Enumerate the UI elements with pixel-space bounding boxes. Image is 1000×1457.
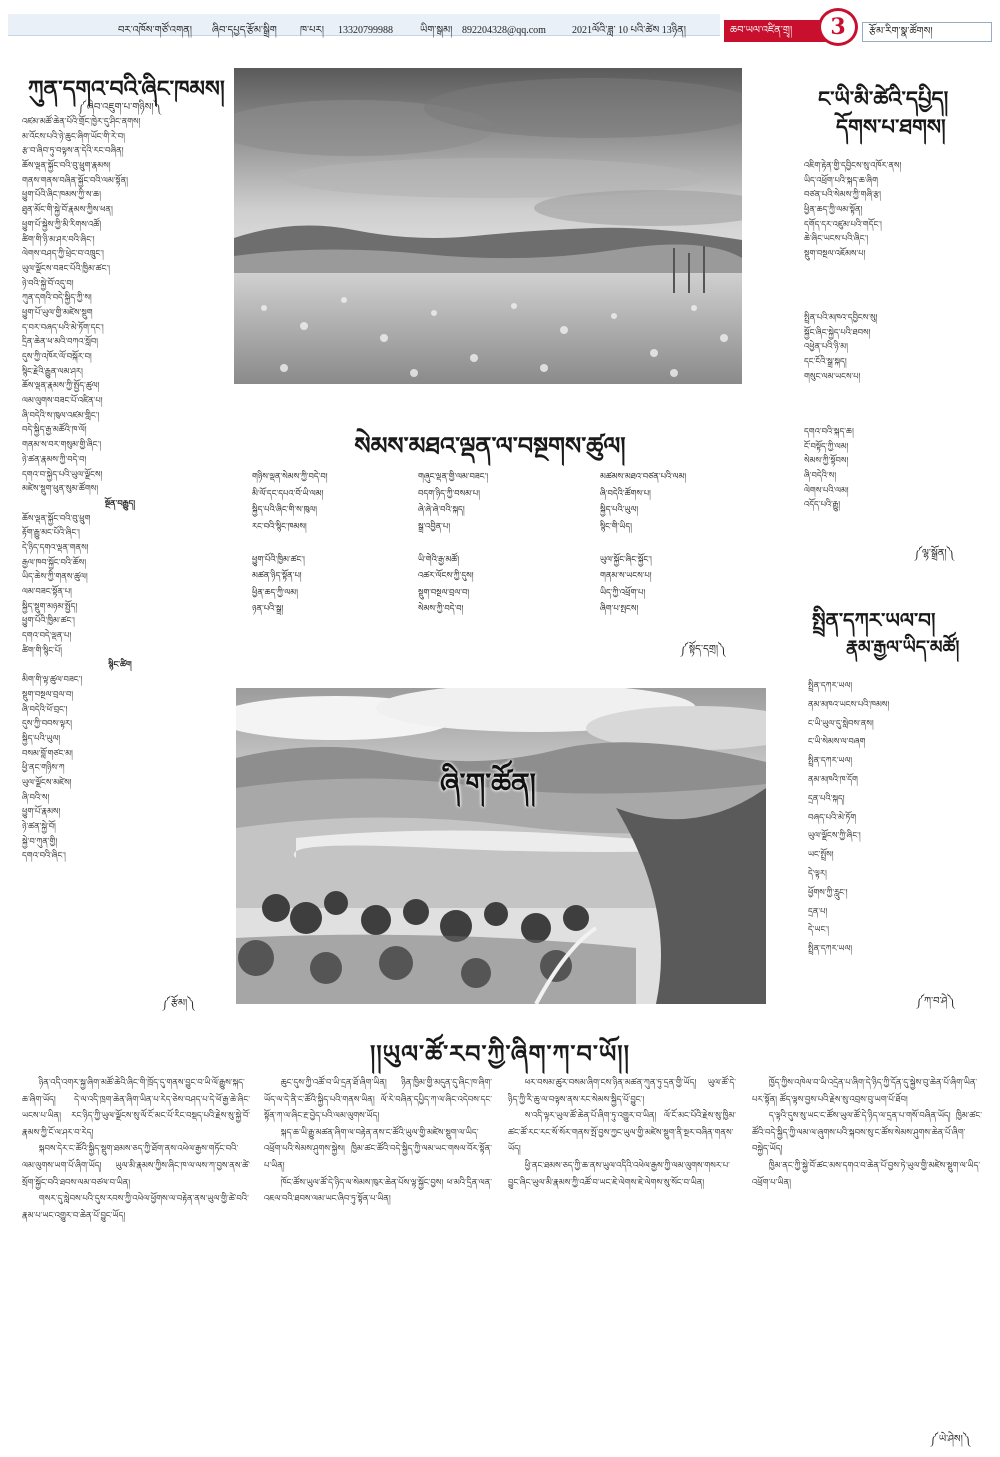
verse-line: དྲན་པའི་སྐད། <box>808 792 845 803</box>
verse-line: ལམ་ལུགས་བཟང་པོ་འཛིན་པ། <box>22 395 103 406</box>
verse-line: དེ་ཡང་། <box>808 924 829 935</box>
verse-line: ཕྱུག་པོའི་ཞིང་ཁམས་ཀྱི་ས་ཆ། <box>22 189 101 200</box>
verse-line: དྲིན་ཆེན་ཕ་མའི་བཀའ་སློབ། <box>22 336 99 347</box>
verse-line: ནམ་མཁའ་ཡངས་པའི་ཁམས། <box>808 698 890 709</box>
essay-signature: ༼ཡེ་ཤེས།༽ <box>930 1434 970 1445</box>
verse-line: ཡིད་ཀྱི་འཕྲོག་པ། <box>600 586 646 597</box>
middle-poem-col-3 <box>600 468 760 638</box>
verse-line: ཉེ་ཚན་རྣམས་ཀྱི་བདེ་བ། <box>22 453 87 464</box>
verse-line: གནས་གནས་བཞིན་སྐྱོང་བའི་ལམ་སྟོན། <box>22 174 128 185</box>
right-poem1-signature: ༼ལྷ་སྒྲོན།༽ <box>914 548 954 559</box>
photo-rapeseed-field <box>234 68 742 384</box>
verse-line: དང་ངོའི་སྒྲ་སྐད། <box>804 356 847 367</box>
essay-paragraph: ཕར་བསམ་ཚུར་བསམ་ཞིག་ངས་ཉིན་མཚན་ཀུན་ཏུ་དྲན་གྱི་ཡོད། ཡུལ་ཚོ་དེ་ཉིད་ཀྱི་རི་ཆུ་ལ་བལྟས་ནས་རང་སེམས་སྐྱིད་པོ་བྱུང་། <box>508 1077 736 1104</box>
essay-paragraph: ཁྱིམ་ནང་ཀྱི་སྐྱེ་བོ་ཚང་མས་དགའ་བ་ཆེན་པོ་བྱས་ཏེ་ཡུལ་གྱི་མཛེས་སྡུག་ལ་ཡིད་འཕྲོག་པ་ཡིན། <box>752 1159 981 1187</box>
verse-line: ནམ་མཁའི་ཁ་དོག <box>808 773 858 784</box>
verse-line: སེམས་ཀྱི་བདེ་བ། <box>418 603 464 613</box>
verse-line: གཞུང་ལྡན་གྱི་ལམ་བཟང་། <box>418 471 489 481</box>
verse-line <box>418 534 578 551</box>
essay-paragraph: ཆུང་དུས་ཀྱི་འཚོ་བ་ཡི་དྲན་ཐོ་ཞིག་ཡིན། ཉིན་ཁྱིམ་གྱི་མདུན་དུ་ཞིང་ཁ་ཞིག་ཡོད་ལ་དེ་ནི་ང་ཚོའི་སྐྱིད་པའི་གནས་ཡིན། ལོ་རེ་བཞིན་དཔྱིད་ཀ་ལ་ཞིང་འདེབས་དང་སྟོན་ཀ་ལ་ཞིང་རྔ་བྱེད་པའི་ལམ་ལུགས་ཡོད། <box>264 1077 492 1121</box>
verse-line: ཕྱིན་ཆད་ཀྱི་ལམ་སྟོན། <box>804 204 863 215</box>
verse-line: ཞི་བདེའི་ས་ཁུལ་འཛམ་གླིང་། <box>22 409 100 420</box>
verse-line: ཐུན་མོང་གི་སྐྱེ་བོ་རྣམས་ཀྱིས་ཕན། <box>22 204 113 215</box>
verse-line: འཕྱེན་པའི་ཉི་མ། <box>804 341 848 352</box>
middle-poem-title: སེམས་མཐའ་ལྡན་ལ་བསྔགས་ཚུལ། <box>354 431 626 460</box>
verse-line: སྒྲ་འབྱིན་པ། <box>418 520 451 531</box>
verse-line: ཕྱོགས་ཀྱི་རླུང་། <box>808 886 848 897</box>
verse-line: བསམ་བློ་གཙང་མ། <box>22 747 73 758</box>
verse-line: ཉེ་ཚན་སྐྱེ་བོ། <box>22 821 56 831</box>
verse-line <box>252 534 412 551</box>
verse-line: གསུང་ལམ་ཡངས་པ། <box>804 370 861 381</box>
verse-line: ལམ་བཟང་སྟོན་པ། <box>22 586 72 596</box>
verse-line: འཚར་ལོངས་ཀྱི་དུས། <box>418 570 474 580</box>
page-number-badge: 3 <box>818 8 858 46</box>
verse-line: ཀུན་དགའི་བདེ་སྐྱིད་ཀྱི་ས། <box>22 292 92 303</box>
verse-line: སྡུག་བསྔལ་འཇོམས་པ། <box>804 248 866 259</box>
verse-line: ཡུལ་ལྗོངས་བཟང་པོའི་ཁྱིམ་ཚང་། <box>22 262 110 273</box>
issue-date: 2021ལོའི་ཟླ་ 10 པའི་ཚེས 13ཉིན། <box>572 25 686 36</box>
verse-line: སྙིང་རྗེའི་རྒྱུན་ལམ་ཤར། <box>22 365 83 376</box>
verse-line: ཡིད་ཆེས་ཀྱི་གནས་ཚུལ། <box>22 571 88 582</box>
photo-valley-landscape <box>236 688 766 1004</box>
verse-line: ཞེ་ཞེ་ཞེ་བའི་སྐད། <box>418 504 465 514</box>
verse-line: འཛམ་མཚོ་ཆེན་པོའི་གྲོང་ཁྱེར་དུ་ཤིང་ནགས། <box>22 116 141 126</box>
verse-line: འཇིག་རྟེན་གྱི་དབྱིངས་སུ་འཁོར་ནས། <box>804 160 902 170</box>
verse-line: མཚམས་མཐའ་བཙན་པའི་ལམ། <box>600 471 687 481</box>
verse-line: སྐྱེ་བ་ཀུན་གྱི། <box>22 835 58 846</box>
phone-number: 13320799988 <box>338 25 393 36</box>
verse-line: སྐྱིད་པའི་ཡུལ། <box>22 732 61 743</box>
verse-line: ངོ་བསྟོད་ཀྱི་ལམ། <box>804 440 849 451</box>
phone-label: ཁ་པར། <box>300 25 324 36</box>
proofread-label: ཞིབ་དཔྱད་རྩོམ་སྒྲིག <box>212 25 277 36</box>
verse-line: ཡི་གེའི་རྒྱ་མཚོ། <box>418 553 460 564</box>
verse-line: དུས་ཀྱི་བབས་ལྟར། <box>22 718 72 729</box>
essay-paragraph: ཉིན་འདི་འགར་སྐྱ་ཞིག་མཚོ་ཆེའི་ཞིང་གི་ཁྲོད་དུ་གནས་བྱུང་བ་ཡི་ལོ་རྒྱུས་སྐད་ཆ་ཞིག་ཡོད། དེ་ལ་འདི་ཁྲག་ཆེན་ཞིག་ཡིན་པ་རེད་ཅེས་བཤད་པ་དེ་ཕོ་རྒྱ་ཆེ་ཞིང་ཡངས་པ་ཡིན། རང་ཉིད་ཀྱི་ཡུལ་ལྗོངས་སུ་ལོ་ངོ་མང་པོ་རིང་བསྡད་པའི་རྗེས་སུ་སྐྱེ་བོ་རྣམས་ཀྱི་ངོ་ལ་ཤར་བ་རེད། <box>22 1077 250 1137</box>
verse-line: ལེགས་པའི་ལམ། <box>804 484 849 495</box>
verse-subheading: སྙིང་ཚིག <box>108 659 132 670</box>
page-header <box>0 0 1000 44</box>
verse-line: ཚིག་གི་སྙིང་པོ། <box>22 644 62 655</box>
verse-line: ཕྱུག་པོའི་ཁྱིམ་ཚང་། <box>252 553 305 564</box>
verse-line: སྐྱིད་པའི་ཡུལ། <box>600 504 639 514</box>
right-poem1-stanza-2 <box>804 310 994 390</box>
middle-poem-col-1 <box>252 468 412 638</box>
right-poem1-title-1: ང་ཡི་མི་ཚེའི་དཔྱིད། <box>818 86 949 111</box>
essay-paragraph: ཕྱི་ནང་ཐམས་ཅད་ཀྱི་ཆ་ནས་ཡུལ་འདིའི་འཕེལ་རྒྱས་ཀྱི་ལམ་ལུགས་གསར་པ་བྱུང་ཞིང་ཡུལ་མི་རྣམས་ཀྱི་འཚོ་བ་ཡང་ཇེ་ལེགས་ཇེ་ལེགས་སུ་སོང་བ་ཡིན། <box>508 1159 730 1187</box>
verse-line: ཞིག་པ་སྤངས། <box>600 603 639 613</box>
section-banner-red: ཆབ་ཡལ་འཛིན་གྲྭ། <box>724 20 836 42</box>
verse-line: ང་ཡི་སེམས་ལ་བཞག <box>808 736 866 747</box>
verse-line: ང་ཡི་ཡུལ་དུ་སླེབས་ནས། <box>808 717 874 728</box>
photo-overlay-title: ཞི་ག་ཚོན། <box>440 767 536 800</box>
verse-line: ཕྱུག་པོ་རྣམས། <box>22 806 61 817</box>
verse-line: གནམ་ས་བར་གསུམ་གྱི་ཞིང་། <box>22 439 102 450</box>
verse-line: སྡུག་བསྔལ་བྲལ་བ། <box>22 688 74 699</box>
verse-line: མི་ལོ་དང་དཔའ་བོ་ཡི་ལམ། <box>252 487 324 498</box>
verse-line: དེ་ཉིད་དགའ་ལྡན་གནས། <box>22 541 89 552</box>
essay-paragraph: སྐད་ཆ་ཡི་རྒྱུ་མཚན་ཞིག་ལ་བརྟེན་ནས་ང་ཚོའི་ཡུལ་གྱི་མཛེས་སྡུག་ལ་ཡིད་འཕྲོག་པའི་སེམས་ཤུགས་སྐྱེས། ཁྱིམ་ཚང་ཚོའི་བདེ་སྐྱིད་ཀྱི་ལམ་ཡང་གསལ་བོར་སྟོན་པ་ཡིན། <box>264 1126 492 1170</box>
verse-line: ཚིག་གི་ཉི་མ་ཤར་བའི་ཞིང་། <box>22 233 95 244</box>
verse-line: བདག་ཉིད་ཀྱི་བསམ་པ། <box>418 487 480 498</box>
verse-line: ཞི་བདེའི་ཕོ་བྲང་། <box>22 703 68 714</box>
essay-paragraph: སྐབས་དེར་ང་ཚོའི་སྐྱིད་སྡུག་ཐམས་ཅད་ཀྱི་ཐོག་ནས་འཕེལ་རྒྱས་གཏོང་བའི་ལམ་ལུགས་ཡག་པོ་ཞིག་ཡོད། ཡུལ་མི་རྣམས་ཀྱིས་ཞིང་ཁ་ལ་ལས་ཀ་བྱས་ནས་ཚེ་སྲོག་སྐྱོང་བའི་ཐབས་ལམ་བཙལ་བ་ཡིན། <box>22 1143 250 1187</box>
verse-line: སྤྲིན་དཀར་ཡལ། <box>808 680 853 690</box>
right-poem2-title-1: སྤྲིན་དཀར་ཡལ་བ། <box>812 608 936 632</box>
verse-line: ཡུལ་སྐྱོང་ཞིང་སྐྱོང་། <box>600 553 652 564</box>
verse-line: ཉེ་བའི་སྐྱེ་བོ་འདུ་བ། <box>22 277 74 288</box>
verse-line: སྐྱོང་ཞིང་སྐྱེད་པའི་ཐབས། <box>804 326 871 337</box>
verse-line: རང་བའི་སྙིང་ཁམས། <box>252 520 307 531</box>
verse-line: རྟོག་རྒྱུ་མང་པོའི་ཞིང་། <box>22 527 80 538</box>
verse-line: སྙིང་གི་ཡིད། <box>600 520 632 531</box>
verse-line: ཆེ་ཞིང་ཡངས་པའི་ཞིང་། <box>804 233 869 244</box>
verse-line: ཡིད་འཕྲོག་པའི་སྐད་ཆ་ཞིག <box>804 174 878 185</box>
left-poem-title: ཀུན་དགའ་བའི་ཞིང་ཁམས། <box>28 76 225 102</box>
verse-line: ཆོས་ལྡན་རྣམས་ཀྱི་སྤྱོད་ཚུལ། <box>22 380 100 391</box>
verse-line: ཞི་བའི་ས། <box>22 791 50 802</box>
essay-paragraph: ས་འདི་ལྟར་ཡུལ་ཚོ་ཆེན་པོ་ཞིག་ཏུ་འགྱུར་བ་ཡིན། ལོ་ངོ་མང་པོའི་རྗེས་སུ་ཁྱིམ་ཚང་ཚོ་རང་རང་སོ་སོར་གནས་སྤོ་བྱས་ཀྱང་ཡུལ་གྱི་མཛེས་སྡུག་ནི་སྔར་བཞིན་གནས་ཡོད། <box>508 1110 736 1154</box>
verse-line: སྤྲིན་པའི་མཁའ་དབྱིངས་སུ། <box>804 312 878 322</box>
verse-line: ཆོས་ལྡན་སྐྱོང་བའི་བུ་ཕྲུག་རྣམས། <box>22 160 111 171</box>
verse-line: མཚན་ཉིད་སྟོན་པ། <box>252 570 302 580</box>
right-poem2-title-2: རྣམ་རྒྱལ་ཡིད་མཚོ། <box>846 637 960 658</box>
verse-line: སྐྱིད་སྡུག་མཉམ་སྤྱོད། <box>22 600 78 611</box>
verse-line: སེམས་ཀྱི་སྟོབས། <box>804 455 849 466</box>
verse-line: ཕྱུག་པོ་ཡུལ་གྱི་མཛེས་སྡུག <box>22 306 93 317</box>
verse-line: ཕྱི་ནང་གཉིས་ཀ <box>22 762 65 773</box>
middle-poem-col-2 <box>418 468 578 638</box>
verse-line: དེ་ལྟར། <box>808 867 827 878</box>
verse-line: རྒྱལ་ཁབ་སྐྱོང་བའི་ཆོས། <box>22 556 87 567</box>
verse-line: དགའ་བདེ་ལྡན་པ། <box>22 630 72 641</box>
verse-line: མ་འོངས་པའི་ཉེ་ཆུང་ཞིག་ཡོང་གི་རེ་བ། <box>22 130 125 141</box>
left-poem-signature: ༼རྩོམ།༽ <box>162 998 195 1009</box>
verse-line: ལེགས་བཤད་ཀྱི་ཕྲེང་བ་འཁྲུང་། <box>22 248 104 259</box>
essay-column-1 <box>22 1074 250 1450</box>
verse-line: ཕྱིན་ཆད་ཀྱི་ལམ། <box>252 586 298 597</box>
verse-line: ད་བར་བཞད་པའི་མེ་ཏོག་དང་། <box>22 321 104 332</box>
essay-title: །།ཡུལ་ཚོ་རབ་ཀྱི་ཞིག་ཀ་བ་ཡོ།། <box>370 1039 630 1068</box>
verse-line: སྡུག་བསྔལ་བྲལ་བ། <box>418 586 470 597</box>
email-address: 892204328@qq.com <box>462 25 546 36</box>
verse-line: ཡུལ་ལྗོངས་ཀྱི་ཞིང་། <box>808 830 861 841</box>
verse-line: སྐྱིད་པའི་ཞིང་གི་ས་ཁུལ། <box>252 504 317 514</box>
essay-paragraph: ཁོང་ཚོས་ཡུལ་ཚོ་དེ་ཉིད་ལ་སེམས་ཁུར་ཆེན་པོས་ལྟ་སྐྱོང་བྱས། ཕ་མའི་དྲིན་ལན་འཇལ་བའི་ཐབས་ལམ་ཡང་ཞིབ་ཏུ་སྟོན་པ་ཡིན། <box>264 1176 492 1204</box>
essay-paragraph: གསར་དུ་སླེབས་པའི་དུས་རབས་ཀྱི་འཕེལ་ཕྱོགས་ལ་བརྟེན་ནས་ཡུལ་གྱི་ཚེ་བའི་རྣམ་པ་ཡང་འགྱུར་བ་ཆེན་པོ་བྱུང་ཡོད། <box>22 1193 249 1220</box>
left-poem-byline: ༼ཞིབ་འཇུག་པ་གཉིས།༽ <box>78 102 161 113</box>
right-poem1-title-2: དོགས་པ་ཐགས། <box>836 114 946 139</box>
essay-column-3 <box>508 1074 736 1450</box>
verse-line: ཞི་བདེའི་ས། <box>804 470 837 481</box>
essay-column-2 <box>264 1074 492 1450</box>
verse-line: གནམ་ས་ཡངས་པ། <box>600 570 652 580</box>
middle-poem-signature: ༼སྟོད་དགྲ།༽ <box>680 644 726 655</box>
right-poem1-stanza-1 <box>804 158 994 268</box>
left-poem-body <box>22 114 218 1008</box>
right-poem2-body <box>808 676 994 976</box>
verse-line: བཙན་པའི་སེམས་ཀྱི་གཞི་རྩ། <box>804 189 881 200</box>
essay-column-4 <box>752 1074 982 1426</box>
verse-line: དྲན་པ། <box>808 905 828 916</box>
verse-line: ཕྱུག་པོའི་ཁྱིམ་ཚང་། <box>22 615 75 626</box>
right-poem1-stanza-3 <box>804 424 994 519</box>
essay-paragraph: ད་ལྟའི་དུས་སུ་ཡང་ང་ཚོས་ཡུལ་ཚོ་དེ་ཉིད་ལ་དྲན་པ་གསོ་བཞིན་ཡོད། ཁྱིམ་ཚང་ཚོའི་བདེ་སྐྱིད་ཀྱི་ལམ་ལ་ཞུགས་པའི་སྐབས་སུ་ང་ཚོས་སེམས་ཤུགས་ཆེན་པོ་ཞིག་བསྐྱེད་ཡོད། <box>752 1110 982 1154</box>
verse-line: བཞད་པའི་མེ་ཏོག <box>808 811 857 822</box>
verse-line: དགོད་དར་འཛུམ་པའི་གདོང་། <box>804 218 882 229</box>
verse-line: བདེ་སྐྱིད་རྒྱ་མཚོའི་ཁ་ལོ། <box>22 424 87 435</box>
verse-line: གཉིས་ལྡན་སེམས་ཀྱི་བདེ་བ། <box>252 471 328 481</box>
verse-line: མཛེས་སྡུག་ཕུན་སུམ་ཚོགས། <box>22 483 99 494</box>
verse-subheading: སྔོན་བརྒྱུད། <box>104 497 136 508</box>
verse-line: དགའ་བའི་སྐད་ཆ། <box>804 426 854 436</box>
right-poem2-signature: ༼ཀ་བ་ཤེ༽ <box>916 996 955 1007</box>
verse-line: དུས་ཀྱི་འཁོར་ལོ་བསྐོར་བ། <box>22 351 92 361</box>
verse-line: འདོད་པའི་རྒྱུ། <box>804 499 841 510</box>
verse-line: ཉན་པའི་སྒྲ། <box>252 603 284 613</box>
verse-line: མིག་གི་ལྟ་ཚུལ་བཟང་། <box>22 674 83 685</box>
verse-line: ཡུལ་ལྗོངས་མཛེས། <box>22 776 72 787</box>
editor-label: བར་འཁོས་གཙོ་འགན། <box>118 25 193 36</box>
verse-line: དགའ་བའི་ཞིང་། <box>22 850 66 861</box>
verse-line: རྩ་བ་ཞིབ་ཏུ་བལྟས་ན་དེའི་རང་བཞིན། <box>22 145 124 156</box>
verse-line: སྤྲིན་དཀར་ཡལ། <box>808 755 853 766</box>
verse-line: ཕྱུག་པོ་སྐྱེས་ཀྱི་མི་རིགས་འཚོ། <box>22 218 102 229</box>
verse-line <box>600 534 760 551</box>
verse-line: སྤྲིན་དཀར་ཡལ། <box>808 943 853 954</box>
section-label-right: རྩོམ་རིག་སྣ་ཚོགས། <box>862 22 992 42</box>
verse-line: ཆོས་ལྡན་སྐྱོང་བའི་བུ་ཕྲུག <box>22 512 91 523</box>
verse-line: ཡང་སྤྲོས། <box>808 849 834 860</box>
email-label: ཡིག་སྒམ། <box>420 25 453 36</box>
verse-line: དགའ་བ་སྐྱེད་པའི་ཡུལ་ལྗོངས། <box>22 468 103 479</box>
verse-line: ཞི་བདེའི་ཚོགས་པ། <box>600 487 651 498</box>
essay-paragraph: ཁྱོད་ཀྱིས་འཁེལ་བ་ཡི་འདྲེན་པ་ཞིག་དེ་ཉིད་ཀྱི་དོན་དུ་སྐྱེས་བུ་ཆེན་པོ་ཞིག་ཡིན་པར་སྟོན། ཚོད་ལྟས་བྱས་པའི་རྗེས་སུ་འབྲས་བུ་ཡག་པོ་ཐོབ། <box>752 1077 978 1104</box>
